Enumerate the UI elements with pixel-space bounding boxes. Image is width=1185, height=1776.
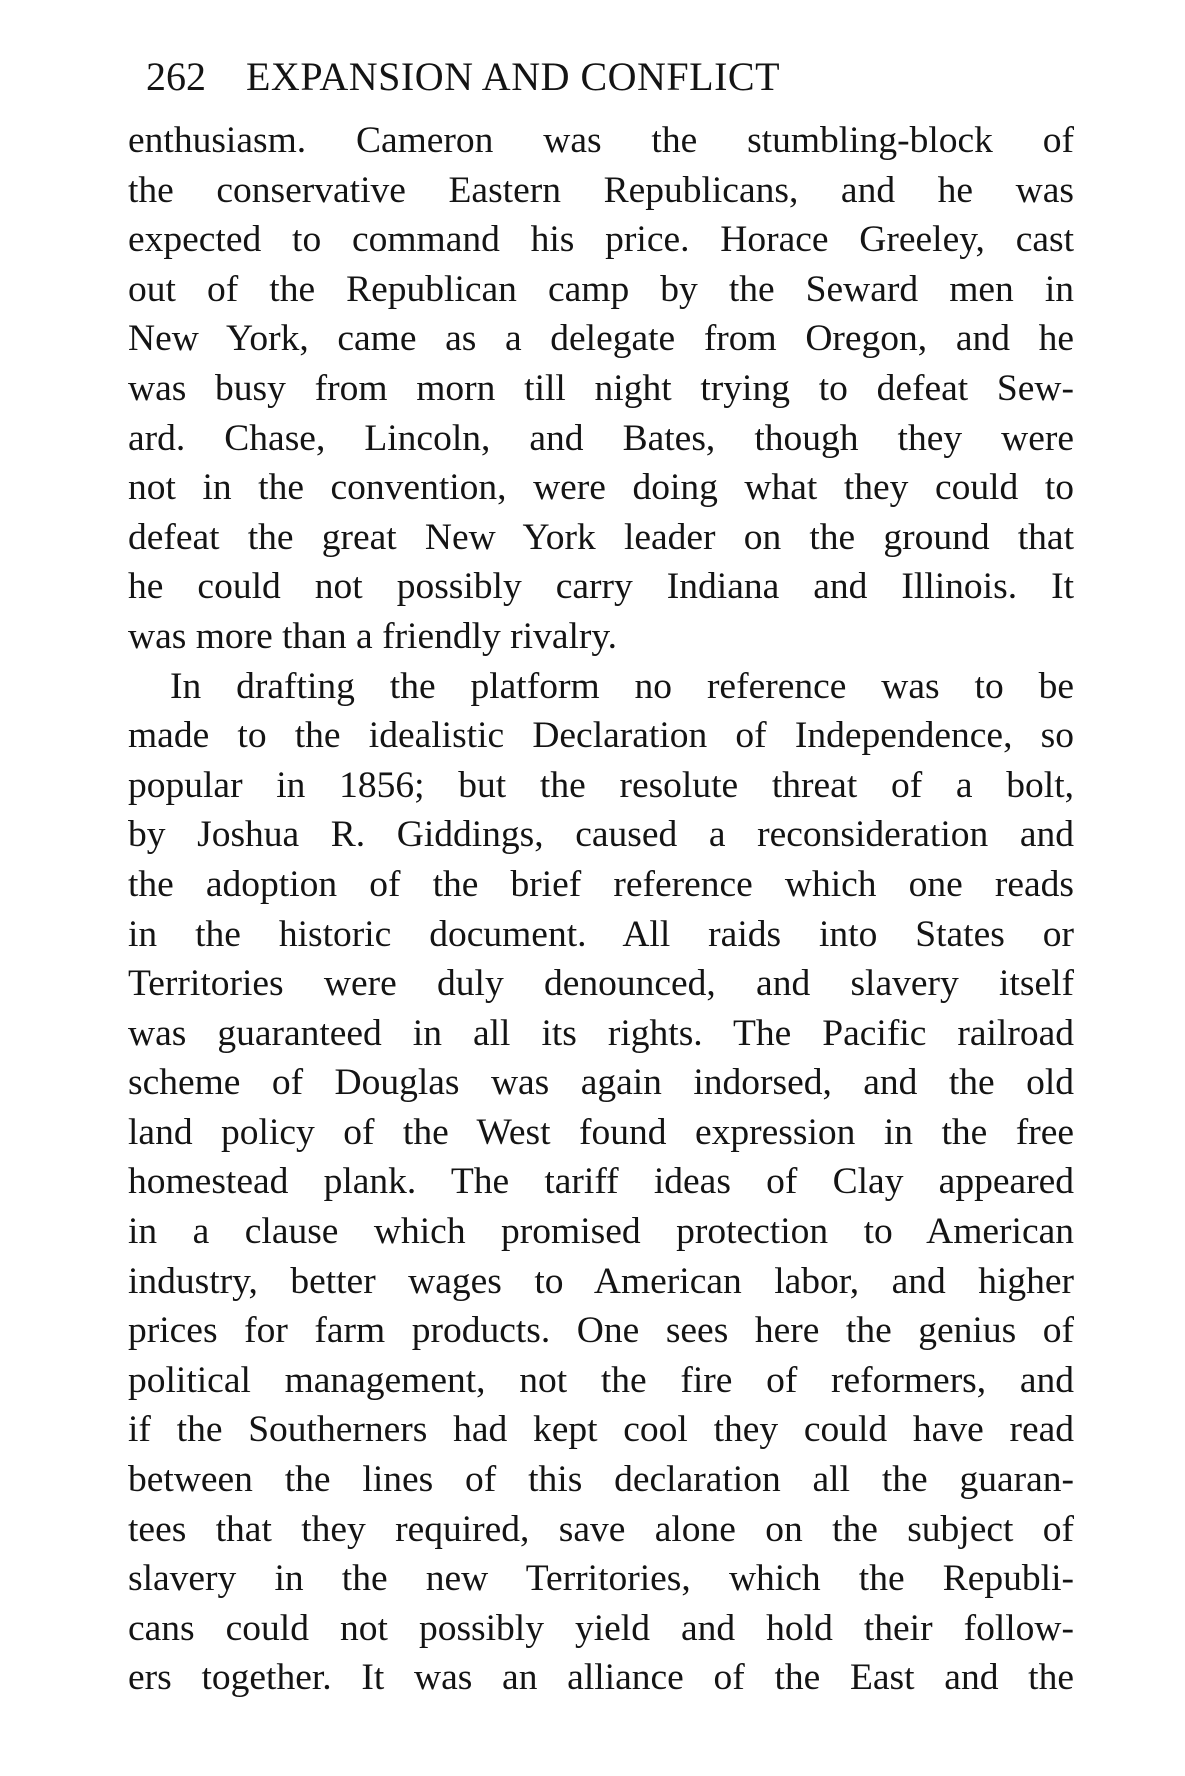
text-line: expected to command his price. Horace Greeley, cast (128, 219, 1074, 261)
text-line: New York, came as a delegate from Oregon, and he (128, 318, 1074, 360)
text-line: the adoption of the brief reference which one reads (128, 863, 1074, 905)
text-line: out of the Republican camp by the Seward men in (128, 268, 1074, 310)
text-line: popular in 1856; but the resolute threat of a bolt, (128, 764, 1074, 806)
page-number: 262 (146, 54, 206, 99)
text-line: was guaranteed in all its rights. The Pacific railroad (128, 1012, 1074, 1054)
text-line: if the Southerners had kept cool they could have read (128, 1409, 1074, 1451)
text-line: industry, better wages to American labor, and higher (128, 1260, 1074, 1302)
paragraph-1 (128, 116, 1074, 662)
running-head (146, 52, 1046, 102)
text-line: by Joshua R. Giddings, caused a reconsideration and (128, 814, 1074, 856)
text-line: ers together. It was an alliance of the East and the (128, 1657, 1074, 1699)
text-line: not in the convention, were doing what they could to (128, 467, 1074, 509)
text-line: prices for farm products. One sees here the genius of (128, 1310, 1074, 1352)
text-line: he could not possibly carry Indiana and Illinois. It (128, 566, 1074, 608)
text-line: was busy from morn till night trying to defeat Sew- (128, 367, 1074, 409)
text-line: ard. Chase, Lincoln, and Bates, though they were (128, 417, 1074, 459)
text-line: made to the idealistic Declaration of Independence, so (128, 715, 1074, 757)
text-line: in the historic document. All raids into States or (128, 913, 1074, 955)
paragraph-2 (128, 662, 1074, 1703)
text-line: was more than a friendly rivalry. (128, 615, 618, 657)
text-line: between the lines of this declaration all the guaran- (128, 1459, 1074, 1501)
text-line: In drafting the platform no reference was to be (170, 665, 1074, 707)
text-line: slavery in the new Territories, which the Republi- (128, 1558, 1074, 1600)
text-line: the conservative Eastern Republicans, and he was (128, 169, 1074, 211)
text-line: cans could not possibly yield and hold their follow- (128, 1607, 1074, 1649)
text-line: scheme of Douglas was again indorsed, and the old (128, 1062, 1074, 1104)
chapter-title: EXPANSION AND CONFLICT (246, 54, 781, 99)
text-line: enthusiasm. Cameron was the stumbling-block of (128, 120, 1074, 161)
text-line: tees that they required, save alone on the subject of (128, 1508, 1074, 1550)
text-line: homestead plank. The tariff ideas of Clay appeared (128, 1161, 1074, 1203)
text-line: political management, not the fire of reformers, and (128, 1359, 1074, 1401)
body-text (128, 116, 1074, 1703)
text-line: in a clause which promised protection to American (128, 1211, 1074, 1253)
text-line: Territories were duly denounced, and slavery itself (128, 963, 1074, 1005)
text-line: land policy of the West found expression in the free (128, 1111, 1074, 1153)
text-line: defeat the great New York leader on the ground that (128, 516, 1074, 558)
